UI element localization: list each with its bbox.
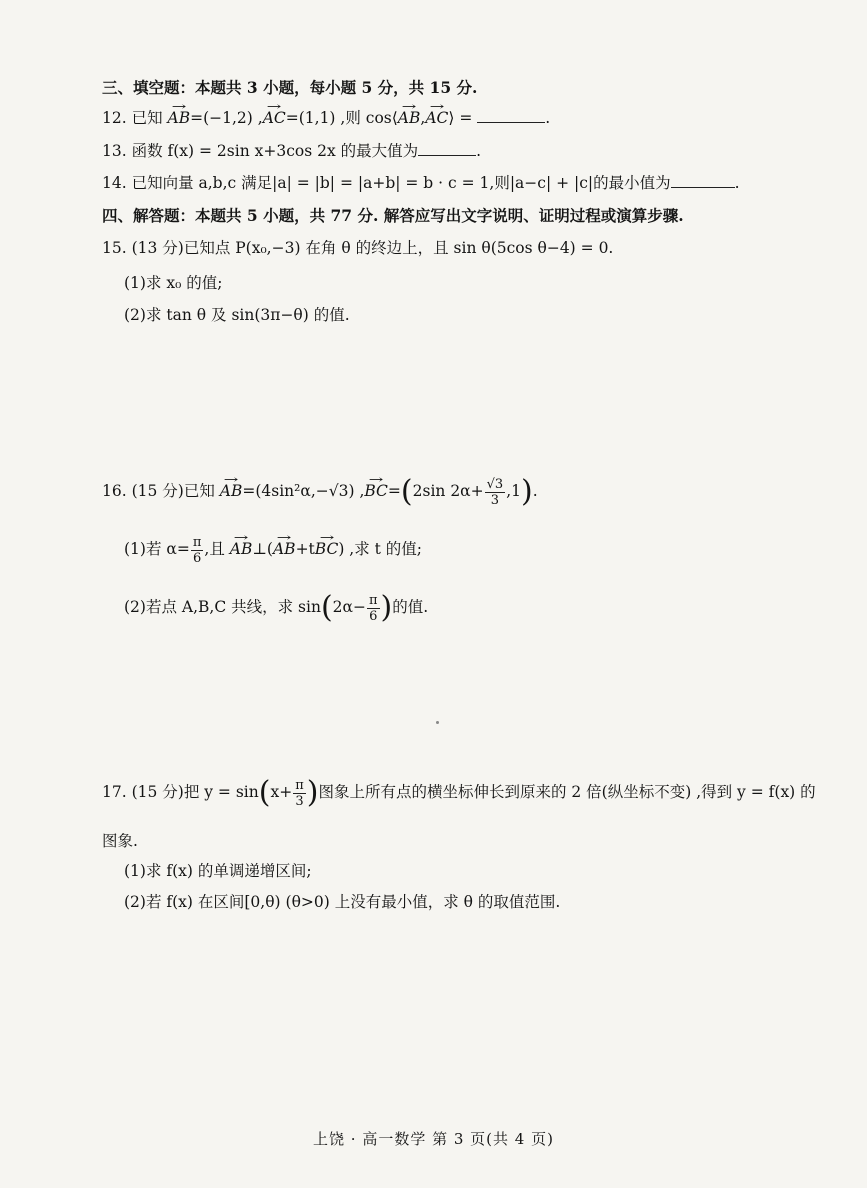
q16-end: . [532, 482, 538, 500]
q16-p1-prefix: (1)若 α= [124, 540, 190, 558]
left-paren: ( [258, 775, 271, 810]
q14-text: 14. 已知向量 a,b,c 满足|a| = |b| = |a+b| = b · c = 1,则|a−c| + |c|的最小值为 [102, 174, 671, 192]
q16-ab-value: =(4sin²α,−√3) , [242, 482, 365, 500]
q16-equals: = [387, 482, 401, 500]
q16-p1-plus: +t [295, 540, 315, 558]
question-15-part1: (1)求 x₀ 的值; [124, 274, 223, 292]
right-paren: ) [306, 775, 319, 810]
q16-p1-end: ) ,求 t 的值; [338, 540, 423, 558]
right-paren: ) [521, 474, 533, 509]
right-paren: ) [380, 590, 393, 625]
question-17-continuation: 图象. [102, 832, 138, 850]
vector-ab: → AB [220, 474, 243, 508]
answer-blank [477, 108, 545, 123]
q17-suffix: 图象上所有点的横坐标伸长到原来的 2 倍(纵坐标不变) ,得到 y = f(x) 的 [318, 783, 816, 801]
vector-ab-2: → AB [273, 532, 296, 566]
q12-prefix: 12. 已知 [102, 109, 168, 127]
left-paren: ( [320, 590, 333, 625]
page-footer: 上饶 · 高一数学 第 3 页(共 4 页) [313, 1130, 554, 1148]
vector-ab-2: → AB [398, 107, 421, 129]
question-15-stem: 15. (13 分)已知点 P(x₀,−3) 在角 θ 的终边上，且 sin θ(5cos θ−4) = 0. [102, 239, 614, 257]
q12-suffix: ⟩ = [448, 109, 473, 127]
fraction-numerator: π [192, 534, 202, 550]
answer-blank [671, 173, 735, 188]
fraction [293, 778, 306, 809]
fraction-denominator: 3 [490, 492, 500, 508]
question-17-stem [102, 775, 816, 810]
question-15-part2: (2)求 tan θ 及 sin(3π−θ) 的值. [124, 306, 350, 324]
question-17-part1: (1)求 f(x) 的单调递增区间; [124, 862, 312, 880]
q17-inner: x+ [270, 783, 293, 801]
vector-bc: → BC [364, 474, 388, 508]
scan-speck [436, 721, 439, 724]
q16-p2-prefix: (2)若点 A,B,C 共线，求 sin [124, 598, 321, 616]
question-14: 14. 已知向量 a,b,c 满足|a| = |b| = |a+b| = b · c = 1,则|a−c| + |c|的最小值为 . [102, 174, 740, 192]
question-17-part2: (2)若 f(x) 在区间[0,θ) (θ>0) 上没有最小值，求 θ 的取值范围. [124, 893, 561, 911]
q16-p1-mid: ,且 [204, 540, 230, 558]
fraction-numerator: π [368, 592, 378, 608]
vector-ac-2: → AC [425, 107, 448, 129]
q13-text: 13. 函数 f(x) = 2sin x+3cos 2x 的最大值为 [102, 142, 419, 160]
q12-ac-value: =(1,1) ,则 cos⟨ [285, 109, 398, 127]
question-13: 13. 函数 f(x) = 2sin x+3cos 2x 的最大值为 . [102, 142, 482, 160]
vector-ac: → AC [263, 107, 286, 129]
answer-blank [418, 141, 476, 156]
question-16-part1 [124, 532, 422, 566]
fraction-denominator: 6 [192, 550, 202, 566]
question-12: 12. 已知 → AB=(−1,2) ,→ AC=(1,1) ,则 cos⟨→ AB,→ AC⟩ = . [102, 107, 550, 129]
vector-ab: → AB [168, 107, 191, 129]
question-16-stem [102, 474, 538, 509]
left-paren: ( [400, 474, 413, 509]
fraction [485, 477, 506, 508]
question-16-part2 [124, 590, 428, 625]
q16-p1-perp: ⊥( [252, 540, 273, 558]
section3-heading: 三、填空题：本题共 3 小题，每小题 5 分，共 15 分. [102, 78, 478, 97]
q12-comma: , [420, 109, 426, 127]
fraction [191, 535, 204, 566]
q12-ab-value: =(−1,2) , [190, 109, 263, 127]
q16-bc-inner: 2sin 2α+ [412, 482, 484, 500]
vector-ab: → AB [230, 532, 253, 566]
vector-bc: → BC [315, 532, 339, 566]
fraction-denominator: 6 [369, 608, 378, 624]
q16-bc-tail: ,1 [506, 482, 521, 500]
q16-p2-inner: 2α− [332, 598, 366, 616]
fraction-denominator: 3 [295, 793, 304, 809]
section4-heading: 四、解答题：本题共 5 小题，共 77 分. 解答应写出文字说明、证明过程或演算步骤. [102, 206, 684, 225]
q16-p2-end: 的值. [392, 598, 429, 616]
q16-prefix: 16. (15 分)已知 [102, 482, 220, 500]
fraction-numerator: √3 [486, 476, 504, 492]
fraction-numerator: π [295, 777, 304, 793]
q17-prefix: 17. (15 分)把 y = sin [102, 783, 259, 801]
fraction [367, 593, 380, 624]
